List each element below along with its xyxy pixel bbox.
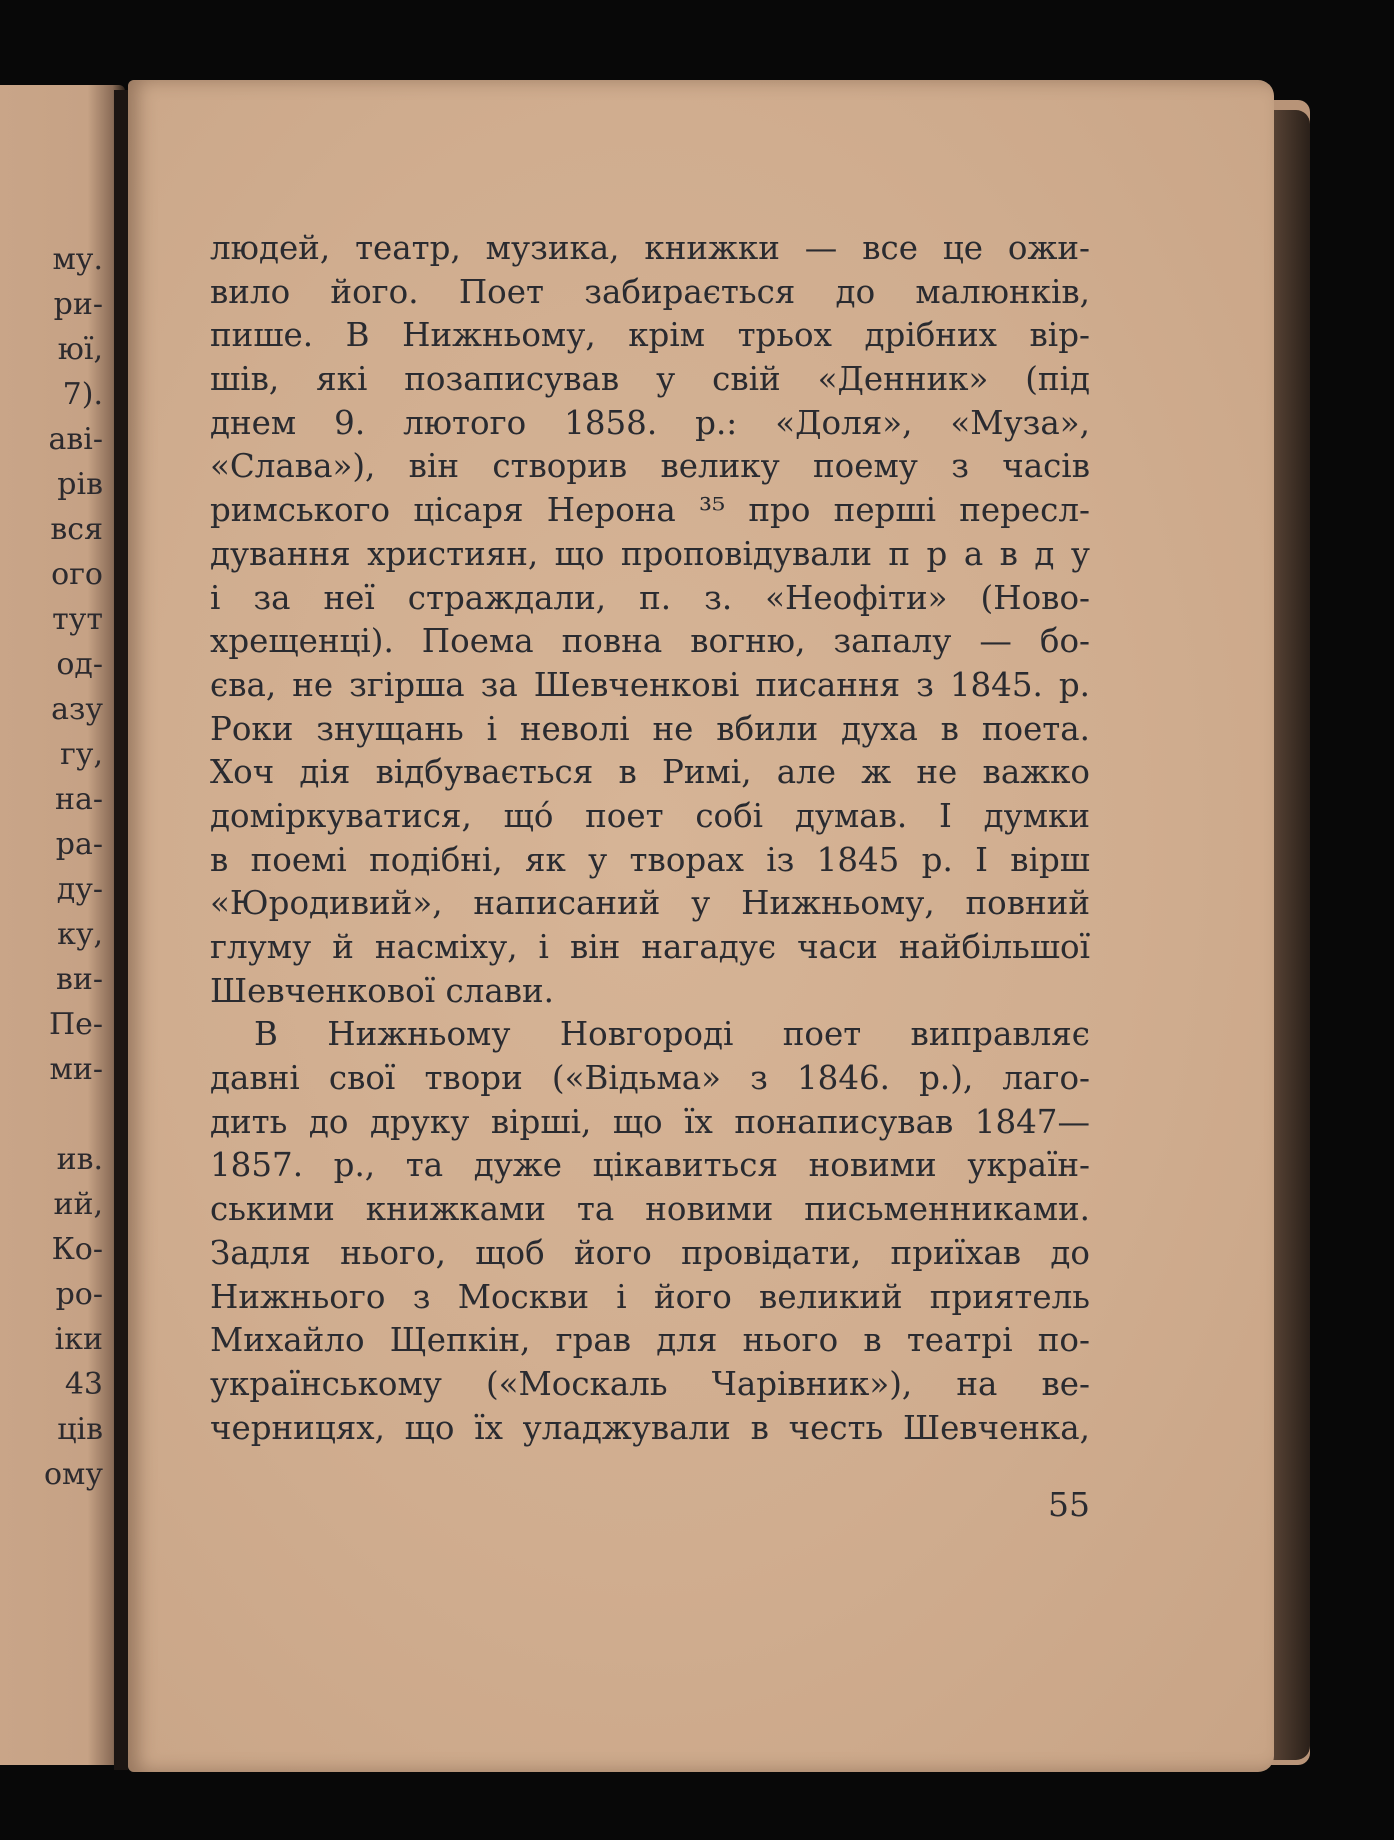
text-line: дування християн, що проповідували п р а в д у (210, 534, 1090, 573)
previous-page-edge (0, 85, 125, 1765)
left-page-fragment: ри- (53, 287, 103, 322)
text-line: глуму й насміху, і він нагадує часи найбільшої (210, 928, 1090, 966)
left-page-fragment: тут (52, 602, 103, 637)
left-page-fragment: аві- (48, 422, 103, 457)
left-page-fragment: ви- (55, 962, 103, 997)
text-line: і за неї страждали, п. з. «Неофіти» (Ново- (210, 578, 1090, 617)
paragraph-end-line: Шевченкової слави. (210, 971, 554, 1010)
left-page-fragment: вся (50, 512, 103, 547)
text-line: Роки знущань і неволі не вбили духа в поета. (210, 709, 1090, 748)
left-page-fragment: Пе- (48, 1007, 103, 1042)
text-line: Нижнього з Москви і його великий приятель (210, 1277, 1090, 1316)
left-page-fragment: гу, (60, 737, 103, 772)
left-page-fragment: рів (57, 467, 103, 502)
text-line: людей, театр, музика, книжки — все це ожи- (210, 229, 1090, 267)
left-page-fragment: азу (51, 692, 103, 727)
text-line: черницях, що їх уладжували в честь Шевченка, (210, 1408, 1090, 1447)
left-page-fragment: ого (51, 557, 103, 592)
text-line: Хоч дія відбувається в Римі, але ж не важко (210, 753, 1090, 792)
text-line: «Юродивий», написаний у Нижньому, повний (210, 884, 1090, 923)
left-page-fragment: ців (57, 1412, 103, 1447)
left-page-fragment: ми- (49, 1052, 103, 1087)
text-line: вило його. Поет забирається до малюнків, (210, 272, 1090, 311)
text-line: 1857. р., та дуже цікавиться новими україн- (210, 1146, 1090, 1185)
text-line: шів, які позаписував у свій «Денник» (під (210, 360, 1090, 399)
text-line: дить до друку вірші, що їх понаписував 1847— (210, 1102, 1090, 1141)
text-line: Михайло Щепкін, грав для нього в театрі по- (210, 1321, 1090, 1360)
left-page-fragment: ра- (55, 827, 103, 862)
left-page-fragment: Ко- (51, 1232, 103, 1267)
text-line: в поемі подібні, як у творах із 1845 р. І вірш (210, 840, 1090, 879)
text-line: Задля нього, щоб його провідати, приїхав до (210, 1233, 1090, 1272)
text-line: єва, не згірша за Шевченкові писання з 1845. р. (210, 665, 1090, 704)
left-page-fragment: іки (54, 1322, 103, 1357)
left-page-fragment: му. (52, 242, 103, 277)
left-page-fragment: ив. (56, 1142, 103, 1177)
text-line: римського цісаря Нерона ³⁵ про перші пересл- (210, 491, 1090, 530)
left-page-fragment: юї, (57, 332, 103, 367)
paragraph-start-line: В Нижньому Новгороді поет виправляє (254, 1015, 1090, 1054)
left-page-fragment: ий, (53, 1187, 103, 1222)
text-line: днем 9. лютого 1858. р.: «Доля», «Муза», (210, 403, 1090, 442)
left-page-fragment: ду- (56, 872, 103, 907)
left-page-fragment: 43 (64, 1367, 103, 1402)
text-line: давні свої твори («Відьма» з 1846. р.), лаго- (210, 1059, 1090, 1098)
text-line: «Слава»), він створив велику поему з часів (210, 447, 1090, 486)
left-page-fragment: ку, (57, 917, 103, 952)
text-line: хрещенці). Поема повна вогню, запалу — бо- (210, 622, 1090, 661)
page-number: 55 (1048, 1485, 1090, 1524)
left-page-fragment: ому (43, 1457, 103, 1492)
text-line: ськими книжками та новими письменниками. (210, 1190, 1090, 1229)
book-spine-gutter (114, 90, 128, 1770)
text-line: пише. В Нижньому, крім трьох дрібних вір- (210, 316, 1090, 355)
text-line: українському («Москаль Чарівник»), на ве- (210, 1364, 1090, 1403)
left-page-fragment: од- (56, 647, 103, 682)
left-page-fragment: ро- (55, 1277, 103, 1312)
left-page-fragment: 7). (62, 377, 103, 412)
text-line: доміркуватися, щó поет собі думав. І думки (210, 796, 1090, 835)
left-page-fragment: на- (54, 782, 103, 817)
page-text (210, 227, 1090, 1450)
